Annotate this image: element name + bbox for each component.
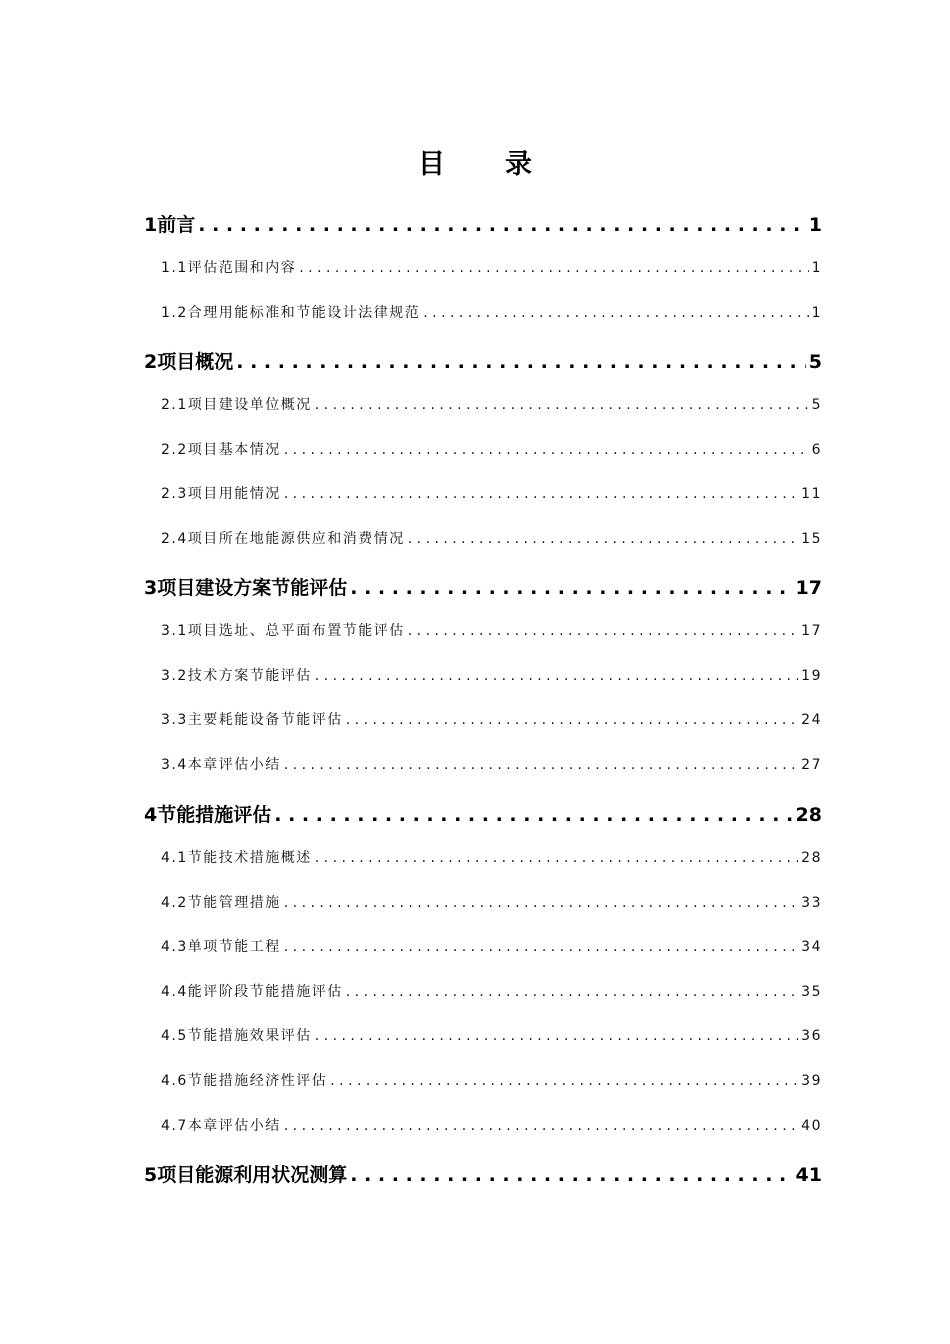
dot-leader [350, 577, 792, 599]
toc-section-entry[interactable] [161, 483, 822, 503]
toc-entry-number: 2.3 [161, 486, 188, 502]
toc-entry-number: 4 [144, 804, 158, 826]
toc-page-number: 1 [808, 214, 822, 236]
dot-leader [346, 712, 798, 728]
toc-entry-number: 4.3 [161, 939, 188, 955]
toc-chapter-entry[interactable] [144, 210, 822, 237]
toc-entry-number: 2.1 [161, 397, 188, 413]
toc-section-entry[interactable] [161, 439, 822, 459]
toc-entry-title: 节能措施评估 [157, 804, 272, 826]
toc-entry-title: 项目用能情况 [187, 486, 281, 502]
toc-entry-title: 能评阶段节能措施评估 [187, 984, 343, 1000]
toc-section-entry[interactable] [161, 302, 822, 322]
toc-entry-title: 项目概况 [157, 351, 234, 373]
toc-page-number: 39 [801, 1073, 822, 1089]
dot-leader [299, 260, 808, 276]
toc-section-entry[interactable] [161, 892, 822, 912]
toc-entry-number: 4.4 [161, 984, 188, 1000]
toc-chapter-entry[interactable] [144, 573, 822, 600]
dot-leader [315, 668, 798, 684]
toc-entry-title: 项目所在地能源供应和消费情况 [187, 531, 405, 547]
toc-page-number: 11 [801, 486, 822, 502]
toc-entry-number: 2 [144, 351, 158, 373]
toc-chapter-entry[interactable] [144, 347, 822, 374]
toc-entry-title: 合理用能标准和节能设计法律规范 [187, 305, 421, 321]
toc-page-number: 1 [811, 260, 822, 276]
toc-entry-title: 项目建设方案节能评估 [157, 577, 348, 599]
toc-entry-title: 项目基本情况 [187, 442, 281, 458]
toc-page-number: 24 [801, 712, 822, 728]
dot-leader [284, 1118, 798, 1134]
toc-entry-title: 节能技术措施概述 [187, 850, 312, 866]
toc-entry-title: 节能措施效果评估 [187, 1028, 312, 1044]
toc-entry-number: 4.2 [161, 895, 188, 911]
dot-leader [284, 895, 798, 911]
dot-leader [198, 214, 806, 236]
dot-leader [315, 1028, 798, 1044]
toc-entry-title: 技术方案节能评估 [187, 668, 312, 684]
dot-leader [284, 757, 798, 773]
toc-entry-number: 3.1 [161, 623, 188, 639]
toc-page-number: 19 [801, 668, 822, 684]
toc-entry-number: 1.1 [161, 260, 188, 276]
toc-page-number: 33 [801, 895, 822, 911]
dot-leader [274, 804, 792, 826]
toc-section-entry[interactable] [161, 620, 822, 640]
toc-section-entry[interactable] [161, 665, 822, 685]
toc-entry-number: 4.1 [161, 850, 188, 866]
toc-entry-title: 项目选址、总平面布置节能评估 [187, 623, 405, 639]
toc-entry-number: 1 [144, 214, 158, 236]
toc-page-number: 1 [811, 305, 822, 321]
toc-entry-number: 4.6 [161, 1073, 188, 1089]
toc-page-number: 17 [795, 577, 822, 599]
toc-page-number: 34 [801, 939, 822, 955]
toc-entry-title: 主要耗能设备节能评估 [187, 712, 343, 728]
toc-entry-number: 4.5 [161, 1028, 188, 1044]
toc-section-entry[interactable] [161, 1025, 822, 1045]
dot-leader [315, 850, 798, 866]
toc-page-number: 5 [811, 397, 822, 413]
toc-chapter-entry[interactable] [144, 800, 822, 827]
toc-section-entry[interactable] [161, 936, 822, 956]
toc-entry-title: 评估范围和内容 [187, 260, 297, 276]
toc-section-entry[interactable] [161, 847, 822, 867]
toc-entry-number: 3 [144, 577, 158, 599]
dot-leader [284, 486, 798, 502]
toc-page-number: 28 [801, 850, 822, 866]
dot-leader [408, 531, 798, 547]
toc-page-number: 15 [801, 531, 822, 547]
dot-leader [236, 351, 806, 373]
toc-entry-number: 3.4 [161, 757, 188, 773]
toc-entry-title: 项目建设单位概况 [187, 397, 312, 413]
toc-entry-title: 本章评估小结 [187, 757, 281, 773]
toc-entry-number: 1.2 [161, 305, 188, 321]
toc-page-number: 27 [801, 757, 822, 773]
toc-page-number: 36 [801, 1028, 822, 1044]
dot-leader [315, 397, 809, 413]
toc-section-entry[interactable] [161, 1115, 822, 1135]
toc-entry-number: 3.2 [161, 668, 188, 684]
toc-page-number: 17 [801, 623, 822, 639]
toc-section-entry[interactable] [161, 709, 822, 729]
toc-entry-number: 2.4 [161, 531, 188, 547]
toc-entry-number: 2.2 [161, 442, 188, 458]
toc-page-number: 35 [801, 984, 822, 1000]
toc-section-entry[interactable] [161, 1070, 822, 1090]
toc-page-number: 6 [811, 442, 822, 458]
dot-leader [408, 623, 798, 639]
toc-entry-title: 本章评估小结 [187, 1118, 281, 1134]
toc-entry-number: 4.7 [161, 1118, 188, 1134]
toc-entry-title: 节能管理措施 [187, 895, 281, 911]
toc-page-number: 41 [795, 1164, 822, 1186]
toc-entry-title: 项目能源利用状况测算 [157, 1164, 348, 1186]
toc-section-entry[interactable] [161, 754, 822, 774]
dot-leader [284, 939, 798, 955]
dot-leader [284, 442, 809, 458]
toc-entry-number: 5 [144, 1164, 158, 1186]
page-title: 目录 [418, 149, 592, 180]
toc-entry-title: 节能措施经济性评估 [187, 1073, 328, 1089]
toc-page-number: 40 [801, 1118, 822, 1134]
toc-page-number: 28 [795, 804, 822, 826]
toc-chapter-entry[interactable] [144, 1160, 822, 1187]
toc-entry-title: 单项节能工程 [187, 939, 281, 955]
toc-section-entry[interactable] [161, 528, 822, 548]
dot-leader [346, 984, 798, 1000]
toc-section-entry[interactable] [161, 257, 822, 277]
dot-leader [423, 305, 808, 321]
toc-section-entry[interactable] [161, 394, 822, 414]
dot-leader [350, 1164, 792, 1186]
toc-entry-number: 3.3 [161, 712, 188, 728]
dot-leader [330, 1073, 798, 1089]
toc-page-number: 5 [808, 351, 822, 373]
toc-section-entry[interactable] [161, 981, 822, 1001]
toc-entry-title: 前言 [157, 214, 196, 236]
